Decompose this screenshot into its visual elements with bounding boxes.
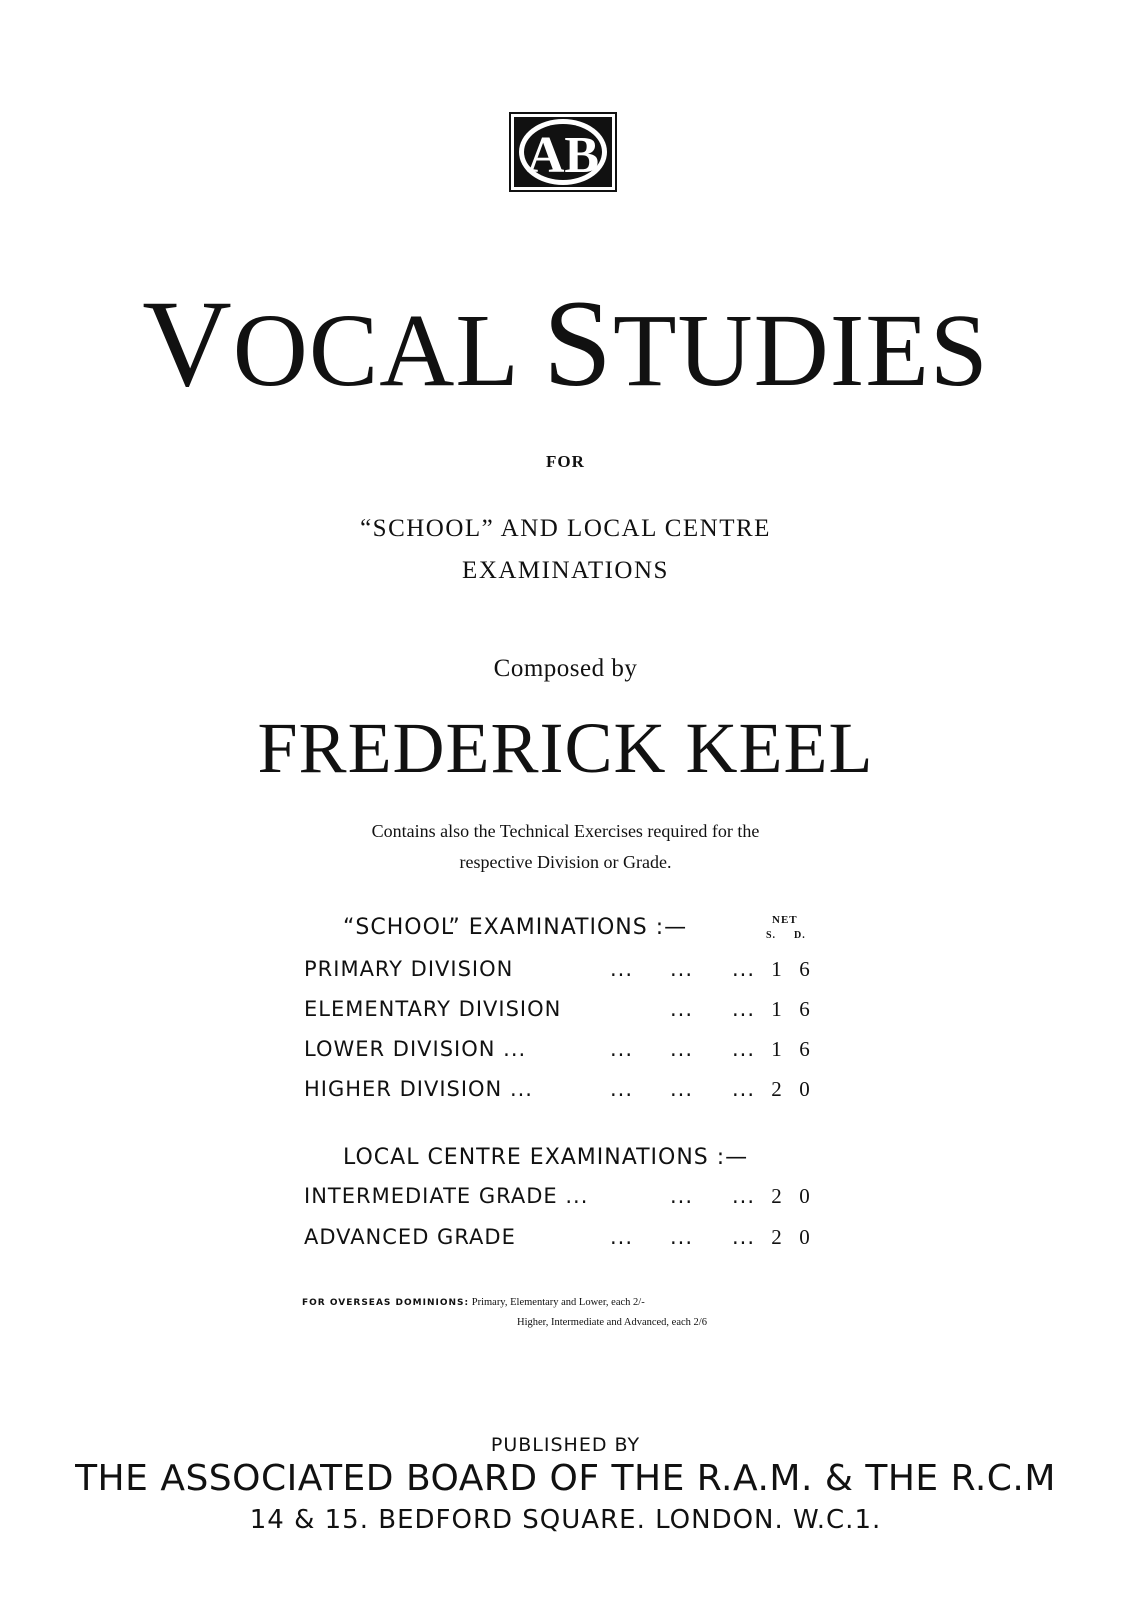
composed-by-line: Composed by [493,655,638,682]
local-centre-examinations-heading: LOCAL CENTRE EXAMINATIONS :— [343,1145,749,1170]
ab-monogram-logo [509,112,617,192]
pence-label: D. [794,930,806,941]
price-shillings: 1 [771,997,783,1021]
leader-dots: ... [670,997,694,1021]
contains-note-line-2: respective Division or Grade. [459,852,672,872]
leader-dots: ... [610,957,634,981]
price-row-advanced [304,1225,824,1255]
title-second-word: TUDIES [613,293,989,408]
leader-dots: ... [670,1225,694,1249]
leader-dots: ... [732,1037,756,1061]
price-pence: 0 [799,1225,811,1249]
overseas-note-line-2: Higher, Intermediate and Advanced, each 2/6 [517,1317,707,1328]
leader-dots: ... [670,1037,694,1061]
price-row-intermediate [304,1184,824,1214]
overseas-note-lead: FOR OVERSEAS DOMINIONS: [302,1298,470,1308]
leader-dots: ... [732,997,756,1021]
leader-dots: ... [610,1077,634,1101]
price-shillings: 2 [771,1225,783,1249]
price-row-higher [304,1077,824,1107]
published-by-line: PUBLISHED BY [490,1434,641,1456]
for-line: FOR [546,452,585,471]
price-pence: 6 [799,997,811,1021]
overseas-note-text: Primary, Elementary and Lower, each 2/- [471,1297,645,1308]
price-row-label: ELEMENTARY DIVISION [304,997,562,1021]
examinations-line-2: EXAMINATIONS [462,557,669,584]
price-row-label: INTERMEDIATE GRADE ... [304,1184,589,1208]
leader-dots: ... [732,1225,756,1249]
logo-graphic [509,112,617,192]
net-price-label: NET [772,914,798,926]
leader-dots: ... [610,1225,634,1249]
publisher-name: THE ASSOCIATED BOARD OF THE R.A.M. & THE R.C.M [75,1458,1056,1499]
price-shillings: 1 [771,957,783,981]
price-pence: 6 [799,957,811,981]
leader-dots: ... [670,957,694,981]
price-row-label: ADVANCED GRADE [304,1225,516,1249]
page-title [0,275,1131,412]
contains-note-line-1: Contains also the Technical Exercises required for the [371,821,760,841]
leader-dots: ... [670,1077,694,1101]
composer-name: FREDERICK KEEL [257,708,874,788]
leader-dots: ... [732,957,756,981]
shillings-label: S. [766,930,777,941]
price-row-lower [304,1037,824,1067]
price-shillings: 1 [771,1037,783,1061]
price-pence: 6 [799,1037,811,1061]
price-shillings: 2 [771,1077,783,1101]
leader-dots: ... [732,1184,756,1208]
price-pence: 0 [799,1184,811,1208]
leader-dots: ... [610,1037,634,1061]
publisher-address: 14 & 15. BEDFORD SQUARE. LONDON. W.C.1. [249,1505,882,1535]
price-pence: 0 [799,1077,811,1101]
leader-dots: ... [732,1077,756,1101]
svg-text:AB: AB [526,127,600,184]
price-row-elementary [304,997,824,1027]
title-first-capital: V [142,275,233,412]
price-shillings: 2 [771,1184,783,1208]
leader-dots: ... [670,1184,694,1208]
title-first-word: OCAL [232,293,544,408]
price-row-primary [304,957,824,987]
school-examinations-heading: “SCHOOL” EXAMINATIONS :— [343,915,688,940]
currency-column-labels [766,930,822,941]
overseas-note-line-1 [302,1297,645,1308]
price-row-label: LOWER DIVISION ... [304,1037,527,1061]
title-second-capital: S [543,275,614,412]
price-row-label: HIGHER DIVISION ... [304,1077,533,1101]
examinations-line-1: “SCHOOL” AND LOCAL CENTRE [360,515,771,542]
price-row-label: PRIMARY DIVISION [304,957,514,981]
